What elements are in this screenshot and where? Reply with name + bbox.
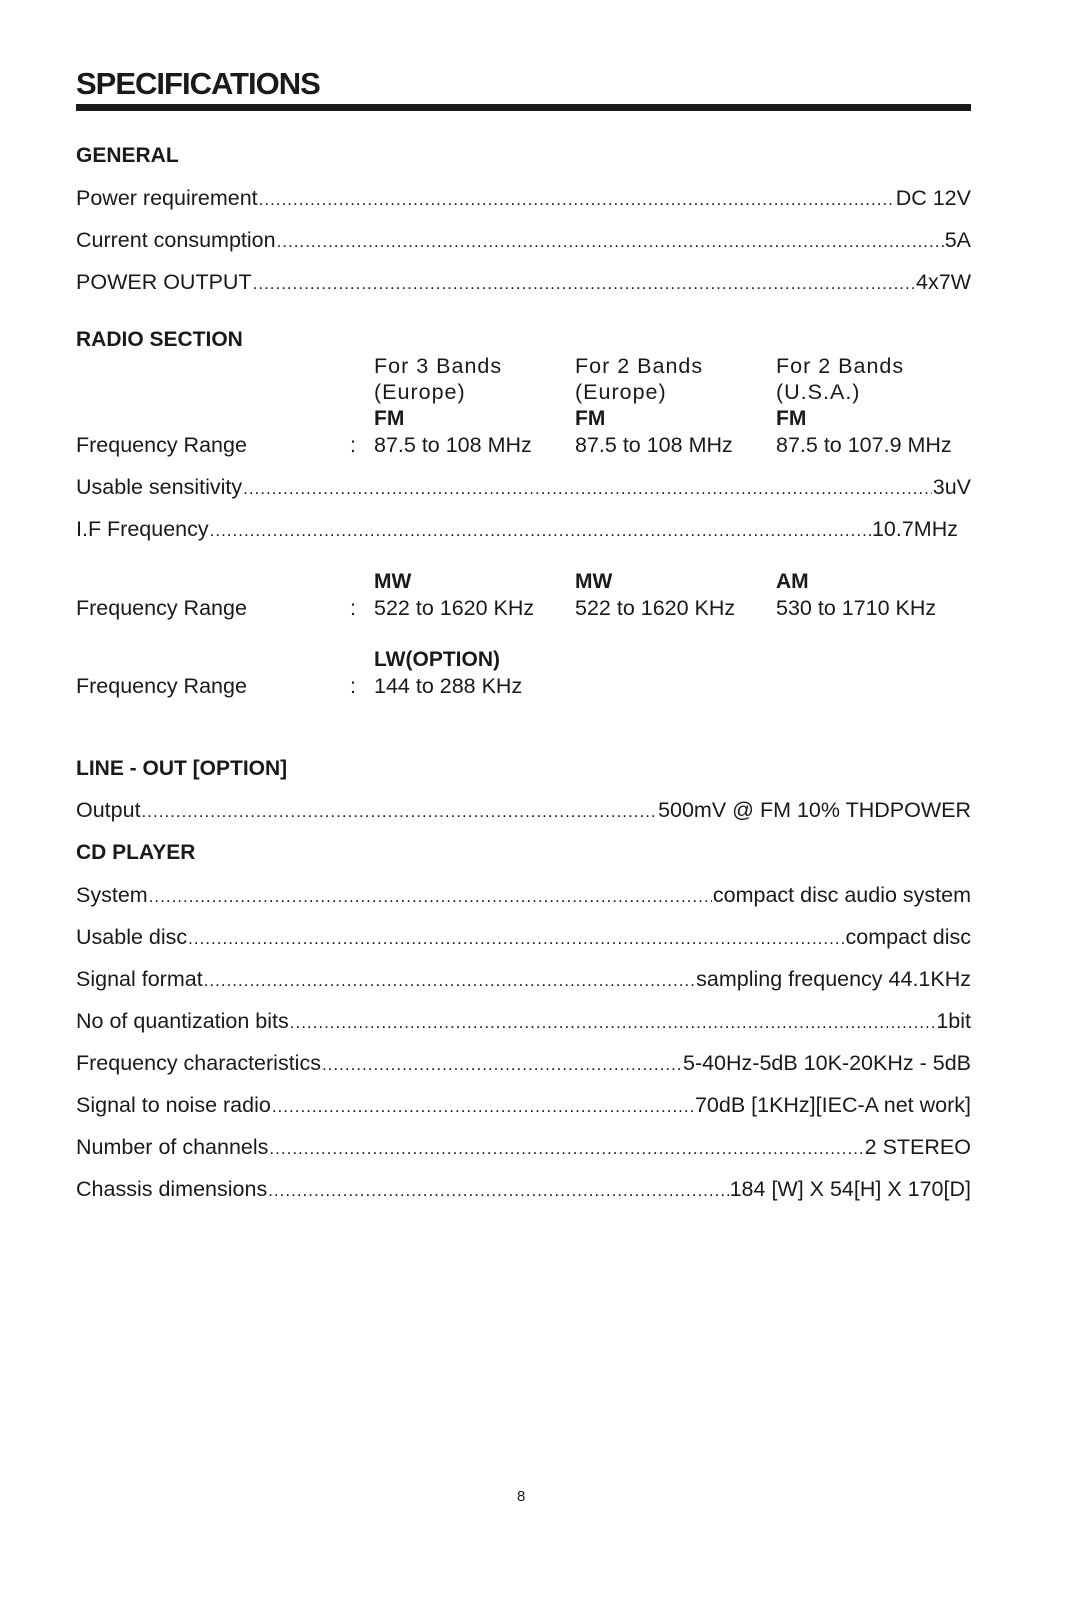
spec-label: Signal format: [76, 967, 203, 991]
spec-label: System: [76, 883, 148, 907]
spec-label: Power requirement: [76, 186, 258, 210]
page-number: 8: [517, 1488, 526, 1505]
spec-value: 184 [W] X 54[H] X 170[D]: [729, 1177, 971, 1201]
dot-leader: [322, 1055, 682, 1077]
lw-frequency-range-label: Frequency Range: [76, 674, 247, 698]
spec-value: 500mV @ FM 10% THDPOWER: [658, 798, 971, 822]
spec-label: POWER OUTPUT: [76, 270, 252, 294]
band-col2-fm: FM: [575, 407, 606, 430]
spec-row-usable-disc: [76, 925, 971, 953]
spec-value: DC 12V: [895, 186, 971, 210]
dot-leader: [272, 1097, 694, 1119]
band-col3-line1: For 2 Bands: [776, 354, 905, 378]
mw-range-col2: 522 to 1620 KHz: [575, 596, 736, 620]
spec-value: 4x7W: [916, 270, 971, 294]
dot-leader: [243, 479, 932, 501]
spec-label: No of quantization bits: [76, 1009, 289, 1033]
spec-value: 70dB [1KHz][IEC-A net work]: [694, 1093, 971, 1117]
spec-label: Usable sensitivity: [76, 475, 243, 499]
dot-leader: [269, 1139, 863, 1161]
spec-row-frequency-characteristics: [76, 1051, 971, 1079]
spec-value: compact disc: [845, 925, 971, 949]
band-col3-fm: FM: [776, 407, 807, 430]
band-col1-line1: For 3 Bands: [374, 354, 503, 378]
fm-frequency-range-label: Frequency Range: [76, 433, 247, 457]
spec-row-number-of-channels: [76, 1135, 971, 1163]
dot-leader: [277, 232, 944, 254]
title-rule: [76, 104, 971, 111]
band-col3-line2: (U.S.A.): [776, 380, 861, 404]
spec-value: 10.7MHz: [871, 517, 958, 541]
section-cd-player-heading: CD PLAYER: [76, 841, 196, 864]
section-general-heading: GENERAL: [76, 144, 179, 167]
dot-leader: [149, 887, 712, 909]
spec-value: compact disc audio system: [712, 883, 971, 907]
dot-leader: [290, 1013, 936, 1035]
band-col1-line2: (Europe): [374, 380, 466, 404]
spec-value: 2 STEREO: [864, 1135, 971, 1159]
band-col2-mw: MW: [575, 570, 613, 593]
spec-row-signal-to-noise: [76, 1093, 971, 1121]
spec-value: 1bit: [936, 1009, 971, 1033]
dot-leader: [253, 274, 915, 296]
spec-label: I.F Frequency: [76, 517, 209, 541]
fm-range-col3: 87.5 to 107.9 MHz: [776, 433, 952, 457]
spec-value: 5A: [944, 228, 971, 252]
spec-row-quantization-bits: [76, 1009, 971, 1037]
lw-option-heading: LW(OPTION): [374, 648, 500, 671]
band-col2-line1: For 2 Bands: [575, 354, 704, 378]
fm-range-col1: 87.5 to 108 MHz: [374, 433, 532, 457]
dot-leader: [188, 929, 844, 951]
fm-range-col2: 87.5 to 108 MHz: [575, 433, 733, 457]
am-range-col3: 530 to 1710 KHz: [776, 596, 937, 620]
spec-row-current-consumption: [76, 228, 971, 256]
spec-label: Chassis dimensions: [76, 1177, 268, 1201]
spec-label: Frequency characteristics: [76, 1051, 321, 1075]
spec-label: Signal to noise radio: [76, 1093, 271, 1117]
spec-label: Current consumption: [76, 228, 276, 252]
dot-leader: [259, 190, 895, 212]
section-line-out-heading: LINE - OUT [OPTION]: [76, 757, 288, 780]
spec-row-system: [76, 883, 971, 911]
section-radio-heading: RADIO SECTION: [76, 328, 243, 351]
spec-value: sampling frequency 44.1KHz: [696, 967, 971, 991]
spec-row-signal-format: [76, 967, 971, 995]
spec-value: 3uV: [932, 475, 971, 499]
page-title: SPECIFICATIONS: [76, 66, 320, 101]
band-col1-mw: MW: [374, 570, 412, 593]
fm-colon: :: [350, 433, 356, 457]
band-col1-fm: FM: [374, 407, 405, 430]
lw-range: 144 to 288 KHz: [374, 674, 523, 698]
mw-frequency-range-label: Frequency Range: [76, 596, 247, 620]
mw-colon: :: [350, 596, 356, 620]
spec-label: Output: [76, 798, 141, 822]
spec-row-power-output: [76, 270, 971, 298]
spec-value: 5-40Hz-5dB 10K-20KHz - 5dB: [682, 1051, 971, 1075]
band-col3-am: AM: [776, 570, 809, 593]
dot-leader: [268, 1181, 728, 1203]
band-col2-line2: (Europe): [575, 380, 667, 404]
mw-range-col1: 522 to 1620 KHz: [374, 596, 535, 620]
spec-row-chassis-dimensions: [76, 1177, 971, 1205]
dot-leader: [142, 802, 658, 824]
dot-leader: [204, 971, 695, 993]
spec-row-output: [76, 798, 971, 826]
lw-colon: :: [350, 674, 356, 698]
dot-leader: [210, 521, 871, 543]
spec-label: Number of channels: [76, 1135, 269, 1159]
spec-row-power-requirement: [76, 186, 971, 214]
spec-row-if-frequency: [76, 517, 958, 545]
spec-label: Usable disc: [76, 925, 188, 949]
spec-row-usable-sensitivity: [76, 475, 971, 503]
